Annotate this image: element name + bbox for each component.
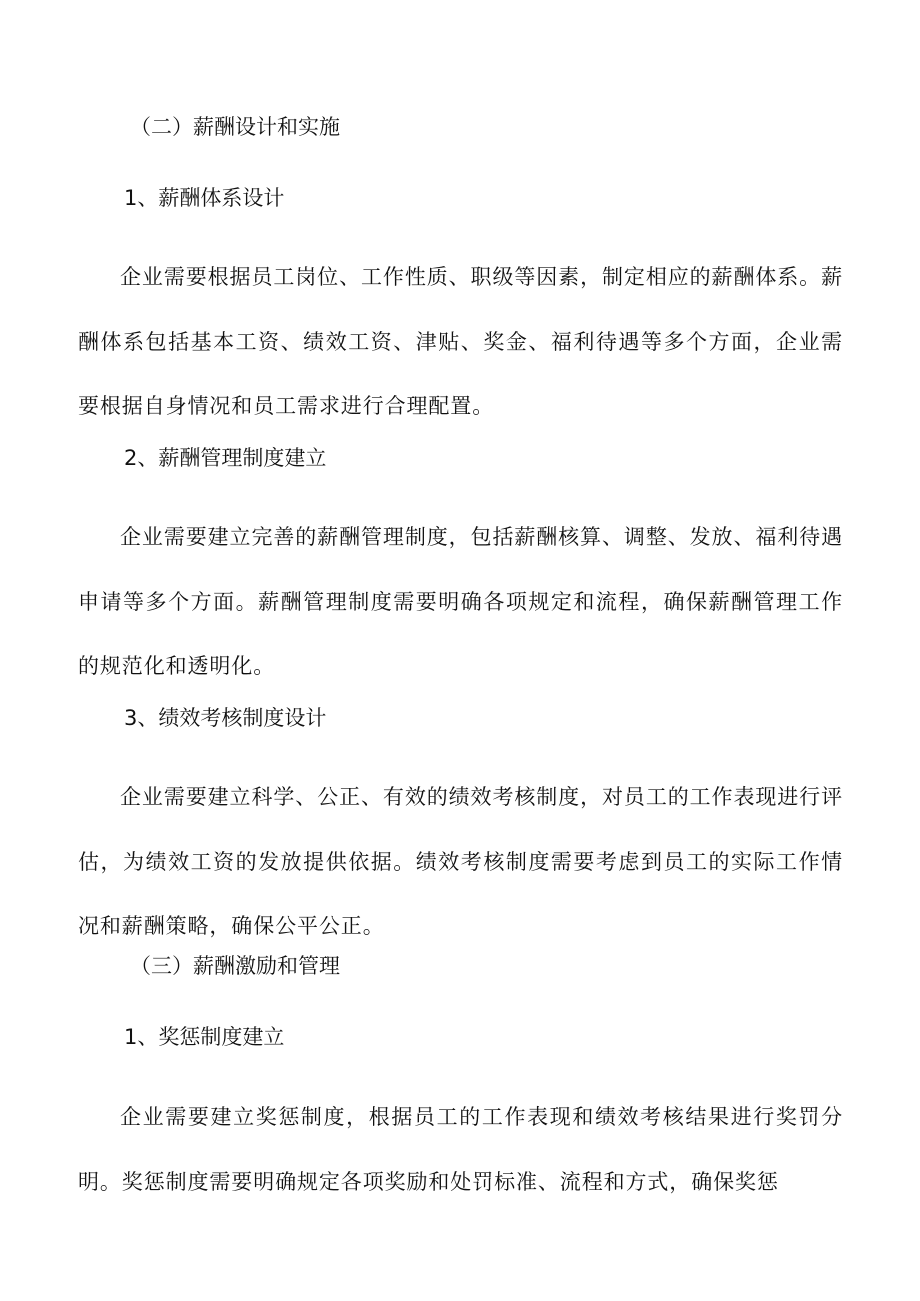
section-heading: （三）薪酬激励和管理	[130, 954, 340, 978]
subsection-heading: 1、奖惩制度建立	[124, 1025, 285, 1049]
subsection-heading: 3、绩效考核制度设计	[124, 706, 327, 730]
body-paragraph: 企业需要根据员工岗位、工作性质、职级等因素，制定相应的薪酬体系。薪酬体系包括基本工资、绩效工资、津贴、奖金、福利待遇等多个方面，企业需要根据自身情况和员工需求进行合理配置。	[78, 265, 843, 418]
body-paragraph: 企业需要建立科学、公正、有效的绩效考核制度，对员工的工作表现进行评估，为绩效工资的发放提供依据。绩效考核制度需要考虑到员工的实际工作情况和薪酬策略，确保公平公正。	[78, 785, 843, 938]
subsection-heading: 2、薪酬管理制度建立	[124, 446, 327, 470]
subsection-heading: 1、薪酬体系设计	[124, 186, 285, 210]
body-paragraph: 企业需要建立奖惩制度，根据员工的工作表现和绩效考核结果进行奖罚分明。奖惩制度需要明确规定各项奖励和处罚标准、流程和方式，确保奖惩	[78, 1105, 843, 1194]
body-paragraph: 企业需要建立完善的薪酬管理制度，包括薪酬核算、调整、发放、福利待遇申请等多个方面。薪酬管理制度需要明确各项规定和流程，确保薪酬管理工作的规范化和透明化。	[78, 525, 843, 678]
section-heading: （二）薪酬设计和实施	[130, 115, 340, 139]
